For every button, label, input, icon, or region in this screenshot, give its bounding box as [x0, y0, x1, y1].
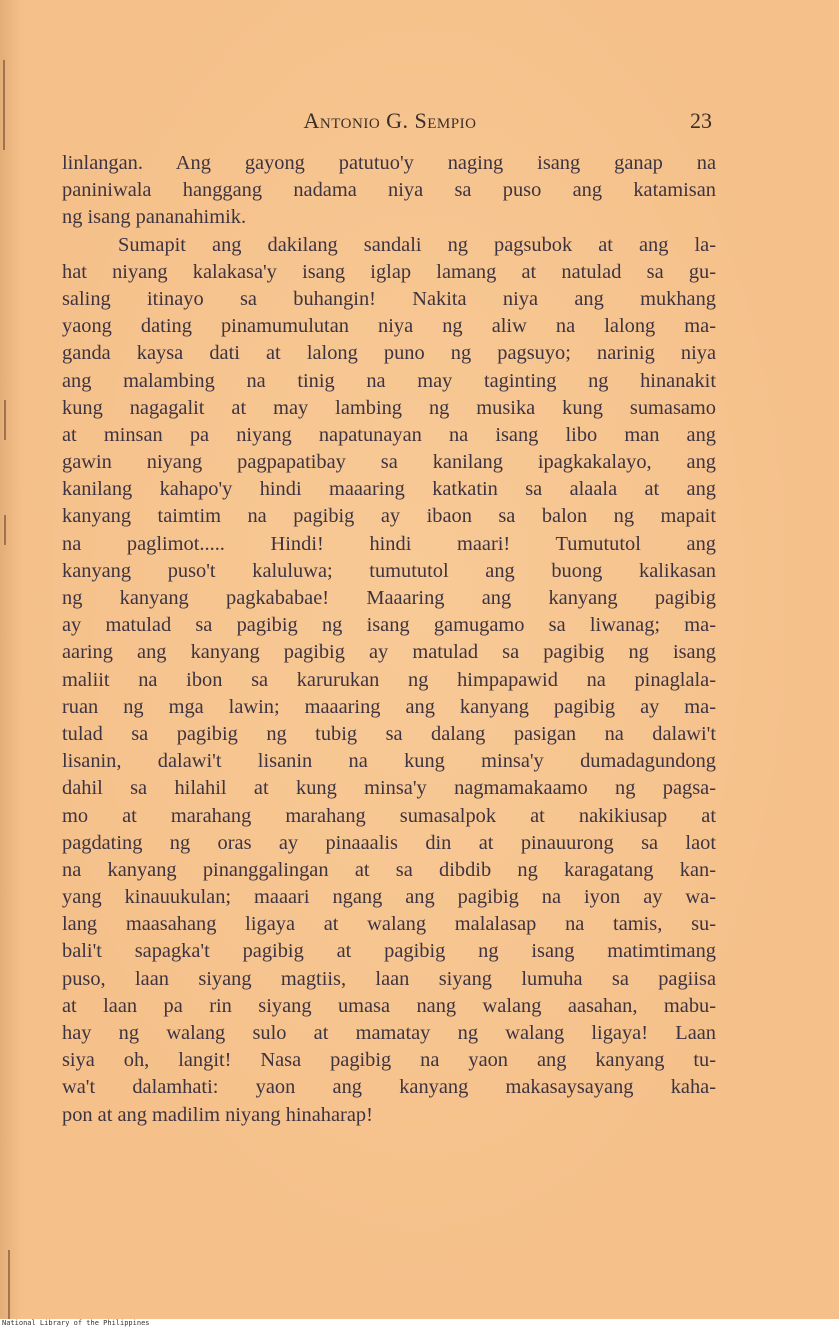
text-line: kanilang kahapo'y hindi maaaring katkatin sa alaala at ang: [62, 478, 716, 501]
text-line: na paglimot..... Hindi! hindi maari! Tumututol ang: [62, 532, 716, 555]
text-line: ng isang pananahimik.: [62, 206, 247, 229]
text-line: saling itinayo sa buhangin! Nakita niya ang mukhang: [62, 287, 716, 310]
page-edge-mark: [4, 400, 6, 440]
text-line: ganda kaysa dati at lalong puno ng pagsuyo; narinig niya: [62, 342, 716, 365]
text-line: yaong dating pinamumulutan niya ng aliw na lalong ma-: [62, 315, 716, 338]
text-line: kanyang taimtim na pagibig ay ibaon sa balon ng mapait: [62, 505, 716, 528]
running-head: Antonio G. Sempio: [303, 108, 477, 133]
text-line: kanyang puso't kaluluwa; tumututol ang buong kalikasan: [62, 559, 716, 582]
text-line: Sumapit ang dakilang sandali ng pagsubok at ang la-: [118, 233, 716, 256]
text-line: lisanin, dalawi't lisanin na kung minsa'y dumadagundong: [62, 750, 716, 773]
text-line: lang maasahang ligaya at walang malalasap na tamis, su-: [62, 913, 716, 936]
text-line: ang malambing na tinig na may taginting ng hinanakit: [62, 369, 716, 392]
text-line: paniniwala hanggang nadama niya sa puso ang katamisan: [62, 179, 716, 202]
text-line: pon at ang madilim niyang hinaharap!: [62, 1103, 373, 1126]
body-text: [62, 150, 716, 1129]
text-line: maliit na ibon sa karurukan ng himpapawid na pinaglala-: [62, 668, 716, 691]
text-line: tulad sa pagibig ng tubig sa dalang pasigan na dalawi't: [62, 722, 716, 745]
page-edge-mark: [8, 1250, 10, 1319]
text-line: ruan ng mga lawin; maaaring ang kanyang pagibig ay ma-: [62, 695, 716, 718]
page-header: [0, 108, 839, 138]
text-line: ng kanyang pagkababae! Maaaring ang kanyang pagibig: [62, 587, 716, 609]
text-line: ay matulad sa pagibig ng isang gamugamo sa liwanag; ma-: [62, 614, 716, 637]
text-line: mo at marahang marahang sumasalpok at nakikiusap at: [62, 804, 716, 827]
text-line: hat niyang kalakasa'y isang iglap lamang at natulad sa gu-: [62, 260, 716, 283]
page-number: 23: [690, 108, 712, 133]
text-line: na kanyang pinanggalingan at sa dibdib ng karagatang kan-: [62, 858, 716, 881]
text-line: hay ng walang sulo at mamatay ng walang ligaya! Laan: [62, 1022, 716, 1044]
text-line: gawin niyang pagpapatibay sa kanilang ipagkakalayo, ang: [62, 451, 716, 474]
text-line: kung nagagalit at may lambing ng musika kung sumasamo: [62, 396, 716, 419]
library-credit: National Library of the Philippines: [2, 1319, 150, 1327]
text-line: at laan pa rin siyang umasa nang walang aasahan, mabu-: [62, 994, 716, 1017]
text-line: pagdating ng oras ay pinaaalis din at pinauurong sa laot: [62, 831, 716, 854]
text-line: wa't dalamhati: yaon ang kanyang makasaysayang kaha-: [62, 1076, 716, 1099]
text-line: yang kinauukulan; maaari ngang ang pagibig na iyon ay wa-: [62, 886, 716, 909]
text-line: at minsan pa niyang napatunayan na isang libo man ang: [62, 423, 716, 446]
text-line: aaring ang kanyang pagibig ay matulad sa pagibig ng isang: [62, 641, 716, 664]
text-line: puso, laan siyang magtiis, laan siyang lumuha sa pagiisa: [62, 967, 716, 990]
text-line: dahil sa hilahil at kung minsa'y nagmamakaamo ng pagsa-: [62, 777, 716, 800]
text-line: bali't sapagka't pagibig at pagibig ng isang matimtimang: [62, 940, 716, 963]
text-line: siya oh, langit! Nasa pagibig na yaon ang kanyang tu-: [62, 1049, 716, 1072]
page-edge-mark: [4, 515, 6, 545]
text-line: linlangan. Ang gayong patutuo'y naging isang ganap na: [62, 152, 716, 174]
